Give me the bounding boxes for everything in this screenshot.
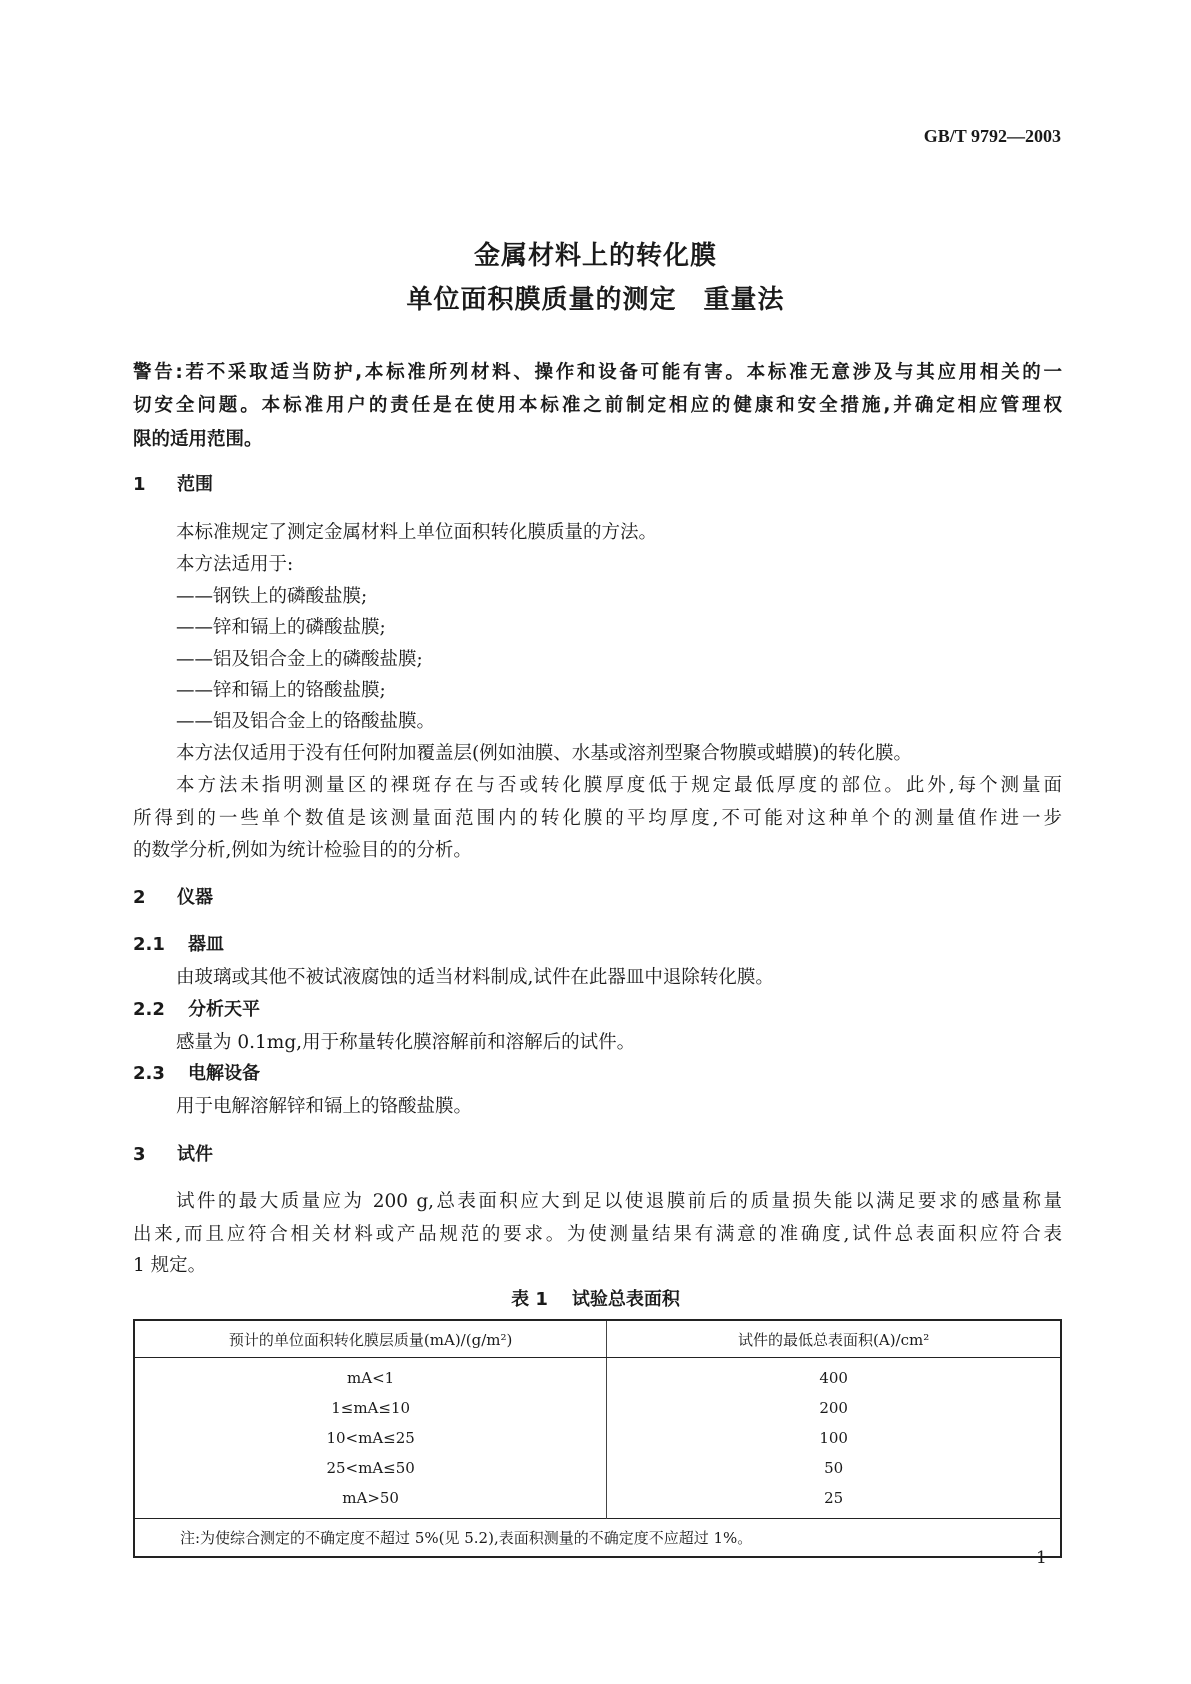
subsection-number: 2.1 xyxy=(133,934,165,955)
table-number: 表 1 xyxy=(511,1289,548,1310)
paragraph-line: 1 规定。 xyxy=(133,1255,207,1276)
warning-line: 警告:若不采取适当防护,本标准所列材料、操作和设备可能有害。本标准无意涉及与其应用相关的一 xyxy=(133,362,1062,383)
subsection-number: 2.3 xyxy=(133,1063,165,1084)
subsection-heading xyxy=(133,933,1062,957)
column-header: 预计的单位面积转化膜层质量(mA)/(g/m²) xyxy=(134,1320,607,1358)
section-heading-3 xyxy=(133,1143,1062,1167)
subsection-number: 2.2 xyxy=(133,999,165,1020)
table-row xyxy=(134,1423,1061,1453)
document-title-line1: 金属材料上的转化膜 xyxy=(473,241,717,271)
paragraph-line: 试件的最大质量应为 200 g,总表面积应大到足以使退膜前后的质量损失能以满足要求的感量称量 xyxy=(176,1191,1062,1212)
subsection-title: 分析天平 xyxy=(188,999,260,1020)
table-caption xyxy=(0,1285,1191,1311)
paragraph-line: 本标准规定了测定金属材料上单位面积转化膜质量的方法。 xyxy=(176,522,658,543)
section-heading-1 xyxy=(133,473,1062,497)
warning-line: 限的适用范围。 xyxy=(133,429,263,450)
mass-range-cell: mA>50 xyxy=(134,1483,607,1519)
mass-range-cell: mA<1 xyxy=(134,1358,607,1394)
paragraph-line: 的数学分析,例如为统计检验目的的分析。 xyxy=(133,840,472,861)
paragraph-line: 感量为 0.1mg,用于称量转化膜溶解前和溶解后的试件。 xyxy=(176,1032,636,1053)
area-cell: 200 xyxy=(819,1399,848,1417)
paragraph-line: 本方法适用于: xyxy=(176,554,294,575)
subsection-title: 器皿 xyxy=(188,934,224,955)
mass-range-cell: 1≤mA≤10 xyxy=(134,1393,607,1423)
column-header: 试件的最低总表面积(A)/cm² xyxy=(607,1320,1061,1358)
section-heading-2 xyxy=(133,886,1062,910)
page-number: 1 xyxy=(1036,1548,1047,1568)
section-number: 1 xyxy=(133,474,146,495)
area-cell: 50 xyxy=(824,1459,844,1477)
surface-area-table xyxy=(133,1319,1062,1558)
list-item: ——铝及铝合金上的磷酸盐膜; xyxy=(176,649,423,670)
list-item: ——铝及铝合金上的铬酸盐膜。 xyxy=(176,711,436,732)
subsection-title: 电解设备 xyxy=(188,1063,260,1084)
section-number: 2 xyxy=(133,887,146,908)
mass-range-cell: 10<mA≤25 xyxy=(134,1423,607,1453)
table-row xyxy=(134,1453,1061,1483)
list-item: ——锌和镉上的铬酸盐膜; xyxy=(176,680,386,701)
table-title: 试验总表面积 xyxy=(571,1289,680,1310)
area-cell: 100 xyxy=(819,1429,848,1447)
table-row xyxy=(134,1483,1061,1519)
document-title-line2: 单位面积膜质量的测定 重量法 xyxy=(406,285,785,315)
section-title: 范围 xyxy=(177,474,213,495)
list-item: ——锌和镉上的磷酸盐膜; xyxy=(176,617,386,638)
subsection-heading xyxy=(133,998,1062,1022)
section-title: 仪器 xyxy=(177,887,213,908)
subsection-heading xyxy=(133,1062,1062,1086)
table-row xyxy=(134,1358,1061,1394)
area-cell: 25 xyxy=(824,1489,844,1507)
paragraph-line: 由玻璃或其他不被试液腐蚀的适当材料制成,试件在此器皿中退除转化膜。 xyxy=(176,967,774,988)
mass-range-cell: 25<mA≤50 xyxy=(134,1453,607,1483)
warning-line: 切安全问题。本标准用户的责任是在使用本标准之前制定相应的健康和安全措施,并确定相应管理权 xyxy=(133,395,1062,416)
table-note: 注:为使综合测定的不确定度不超过 5%(见 5.2),表面积测量的不确定度不应超过 1%。 xyxy=(134,1519,1061,1558)
table-header-row xyxy=(134,1320,1061,1358)
section-title: 试件 xyxy=(177,1144,213,1165)
paragraph-line: 本方法仅适用于没有任何附加覆盖层(例如油膜、水基或溶剂型聚合物膜或蜡膜)的转化膜。 xyxy=(176,743,912,764)
paragraph-line: 用于电解溶解锌和镉上的铬酸盐膜。 xyxy=(176,1096,473,1117)
table-note-row xyxy=(134,1519,1061,1558)
paragraph-line: 本方法未指明测量区的裸斑存在与否或转化膜厚度低于规定最低厚度的部位。此外,每个测量面 xyxy=(176,775,1062,796)
paragraph-line: 出来,而且应符合相关材料或产品规范的要求。为使测量结果有满意的准确度,试件总表面积应符合表 xyxy=(133,1224,1062,1245)
section-number: 3 xyxy=(133,1144,146,1165)
table-row xyxy=(134,1393,1061,1423)
paragraph-line: 所得到的一些单个数值是该测量面范围内的转化膜的平均厚度,不可能对这种单个的测量值作进一步 xyxy=(133,808,1062,829)
standard-number: GB/T 9792—2003 xyxy=(923,126,1061,146)
list-item: ——钢铁上的磷酸盐膜; xyxy=(176,586,368,607)
area-cell: 400 xyxy=(819,1369,848,1387)
